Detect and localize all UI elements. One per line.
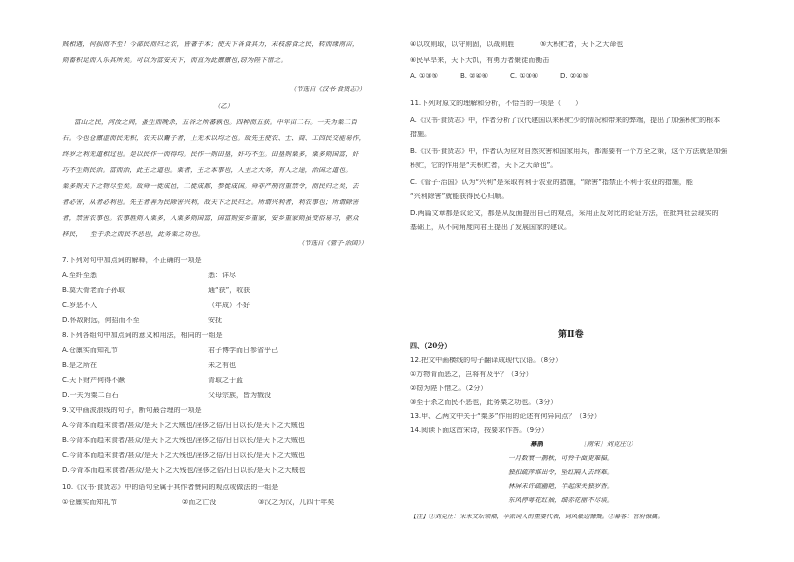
q11-option-c: C.《管子·治国》认为“兴利”是采取有利于农业的措施，“除害”指禁止不利于农业的措施，能: [410, 179, 693, 186]
question-14: 14.阅读下面这首宋诗，按要求作答。（9分）: [410, 427, 549, 434]
part-2-title: 第Ⅱ卷: [558, 330, 584, 340]
passage1-line: 则畜积足而人乐其所矣。可以为富安天下，而直为此廪廪也，: [62, 57, 245, 64]
q7-option-b-gloss: 通“获”，收获: [208, 287, 251, 294]
q7-option-a-gloss: 悉：详尽: [208, 272, 236, 279]
q8-option-c: C.天下财产何得不蹶: [62, 377, 126, 384]
question-9: 9.文中画波浪线的句子，断句最合理的一项是: [62, 407, 202, 414]
q12-item-2: ②窃为陛下惜之。（2分）: [410, 385, 488, 392]
q10-item-2: ②而之亡没: [182, 499, 217, 506]
q11-option-a: A.《汉书·食货志》中，作者分析了汉代建国以来积贮少的情况和带来的弊端，提出了加强积贮的根本: [410, 117, 721, 124]
q9-option-a: A.今背本而趋末食者/甚众/是天下之大贼也/淫侈之俗/日日以长/是天下之大贼也: [62, 422, 305, 429]
source-citation-2: （节选自《管子·治国》）: [298, 240, 368, 247]
q10-item-5: ⑤大积贮者，天下之大命也: [540, 41, 624, 48]
passage2-line: 者必害，从者必利也。先王者善为民除害兴利，故天下之民归之。所谓兴利者，利农事也；所谓除害: [62, 199, 359, 206]
q7-option-d: D.怀敌附远，何招而不至: [62, 317, 140, 324]
q10-choice-c: C. ①③⑥: [510, 73, 539, 80]
q11-option-d: D.两篇文章都是议论文，都是从反面提出自己的观点，采用正反对比的论证方法，在批判社会现实的: [410, 210, 719, 217]
q8-option-a-pair: 君子博学而日参省乎己: [208, 347, 278, 354]
section-four-heading: 四、（20分）: [410, 341, 452, 350]
q8-option-c-pair: 青取之于蓝: [208, 377, 243, 384]
q8-option-d: D.一夫为粟二百石: [62, 392, 119, 399]
q11-option-d-cont: 基础上，从不同角度向君王提出了发展国家的建议。: [410, 224, 571, 231]
q11-option-c-cont: “兴利除害”就能获得民心归顺。: [410, 193, 509, 200]
q11-option-a-cont: 措施。: [410, 131, 431, 138]
q10-item-4: ④以攻则取，以守则固，以战则胜: [410, 41, 515, 48]
section-yi: （乙）: [214, 103, 234, 110]
passage2-line: 巧不生则民治。富而治，此王之道也。粟者，王之本事也，人主之大务，有人之途，治国之道也。: [62, 167, 352, 174]
poem-title: 幕鹊: [530, 441, 544, 448]
q7-option-d-gloss: 安抚: [208, 317, 222, 324]
passage1-line: 贱相遇，何损而不至！今部民而归之农，皆著于本；使天下各食其力，末枝游食之民，转而缘南亩，: [62, 41, 359, 48]
q9-option-d: D.今背本而趋末食者/甚众/是天下之大残也/淫侈之俗/日日以长/是天下之大贼也: [62, 467, 306, 474]
q8-option-b-pair: 未之有也: [208, 362, 236, 369]
passage2-line: 粟多则天下之物尽至矣。故舜一徙成邑，二徙成都，参徙成国。舜非严刑罚重禁令，而民归之矣，去: [62, 183, 359, 190]
q10-item-3: ③汉之为汉，几四十年矣: [258, 499, 335, 506]
q8-option-d-pair: 父母宗族，皆为戮没: [208, 392, 271, 399]
q12-item-3: ③至于杀之而民不恶也，此务粟之功也。（3分）: [410, 399, 558, 406]
passage2-line: 富山之民，河汝之间，蚤生而晚杀，五谷之所蕃孰也。四种而五获。中年亩二石。一夫为粟二百: [74, 119, 358, 126]
poem-note: 【注】①刘克庄：宋末文坛领袖，辛派词人的重要代表，词风豪迈慷慨。②幕客：官府僚属。: [410, 514, 664, 520]
passage2-line: 者，禁害农事也。农事胜则入粟多，入粟多则国富，国富则安乡重家，安乡重家则虽变俗易习，驱众: [62, 215, 359, 222]
q11-option-b: B.《汉书·食货志》中，作者认为应对自然灾害和国家用兵，都需要有一个万全之策，这个方法就是加强: [410, 148, 728, 155]
q10-item-1: ①仓廪实而知礼节: [62, 499, 118, 506]
q9-option-b: B.今背本而趋末食者/甚众/是天下之大残也/淫侈之俗/日日以长/是天下之大贼也: [62, 437, 305, 444]
q10-choice-b: B. ②④⑥: [460, 73, 489, 80]
passage2-line: 石。今也仓廪虚而民无积，农夫以鬻子者，上无术以均之也。故先王使农、士、商、工四民交能易作，: [62, 135, 366, 142]
q11-option-b-cont: 积贮，它的作用是“夫积贮者，天下之大命也”。: [410, 162, 558, 169]
q7-option-c: C.岁恶不入: [62, 302, 98, 309]
passage1-underlined: 窃为陛下惜之。: [240, 57, 288, 64]
question-11: 11.下列对原文的理解和分析，不恰当的一项是（ ）: [410, 100, 583, 107]
q10-choice-d: D. ②④⑤: [560, 73, 589, 80]
q10-choice-a: A. ①③⑤: [410, 73, 438, 80]
q7-option-c-gloss: （年成）不好: [208, 302, 250, 309]
poem-line: 东风停萼花红袖，细赤花丽不尽谈。: [508, 497, 614, 504]
q8-option-b: B.是之所在: [62, 362, 98, 369]
q12-item-1: ①万物肯而恶之，岂将有及乎？（3分）: [410, 371, 533, 378]
q7-option-a: A.至纤至悉: [62, 272, 97, 279]
poem-line: 林屏未许疏幽艳，半起深关独岁香。: [508, 483, 614, 490]
poem-author: ［南宋］刘克庄①: [580, 441, 633, 448]
q7-option-b: B.莫大骨老而子孙取: [62, 287, 126, 294]
question-12: 12.把文中画横线的句子翻译成现代汉语。（8分）: [410, 357, 563, 364]
poem-line: 一月数衰一鹊秋，可怜千面更难描。: [508, 455, 614, 462]
q8-option-a: A.仓廪实而知礼节: [62, 347, 118, 354]
poem-line: 独扣疏萍谁出令，坠红隔人去终难。: [508, 469, 614, 476]
question-8: 8.下列各组句中加点词的意义和用法，相同的一组是: [62, 332, 223, 339]
passage2-underlined: 至于杀之而民不恶也，此务粟之功也。: [90, 231, 205, 238]
q9-option-c: C.今背本而趋末食者/甚众/是天下之大残也/淫侈之俗/日日以长/是天下之大贼也: [62, 452, 305, 459]
q10-item-6: ⑥民早旱来，天下大饥，有勇力者聚徒而衡击: [410, 57, 550, 64]
question-10: 10.《汉书·食货志》中的语句全属于其作者赞同的观点或做法的一组是: [62, 484, 279, 491]
source-citation-1: （节选自《汉书·食货志》）: [290, 86, 366, 93]
passage2-line: 终岁之利无道相过也。是以民作一而得均。民作一则田垦，奸巧不生。田垦则粟多，粟多则国富，奸: [62, 151, 359, 158]
question-13: 13.甲、乙两文中关于“粟多”作用的论述有何异同点？（3分）: [410, 413, 601, 420]
passage2-line: 移民，: [62, 231, 83, 238]
question-7: 7.下列对句中加点词的解释，不正确的一项是: [62, 257, 202, 264]
